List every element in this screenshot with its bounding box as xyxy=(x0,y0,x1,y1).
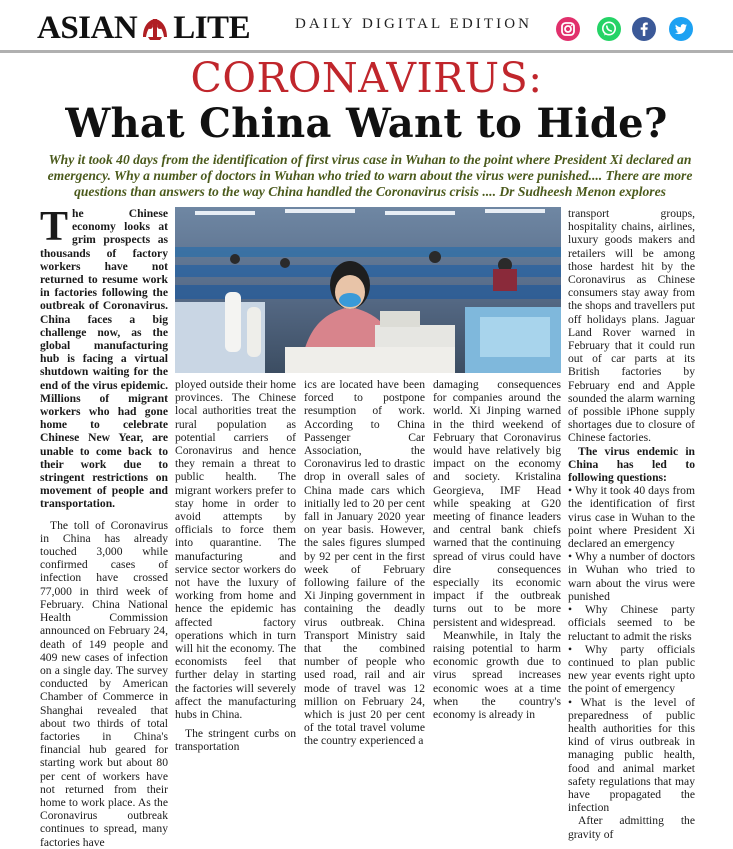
article-column-3 xyxy=(304,378,425,748)
factory-workers-photo xyxy=(175,207,561,373)
question-item: • What is the level of preparedness of public health authorities for this kind of virus outbreak in managing public health, food and animal market safety regulations that may have propagated the infection xyxy=(568,695,695,815)
logo-right-text: LITE xyxy=(173,10,251,46)
question-item: • Why party officials continued to plan public new year events right upto the point of emergency xyxy=(568,642,695,696)
article-column-5 xyxy=(568,207,695,841)
headline-title: What China Want to Hide? xyxy=(65,100,668,147)
questions-heading: The virus endemic in China has led to following questions: xyxy=(568,444,695,485)
question-item: • Why Chinese party officials seemed to be reluctant to admit the risks xyxy=(568,603,695,643)
asian-lite-logo[interactable] xyxy=(37,12,250,44)
body-paragraph: The stringent curbs on transportation xyxy=(175,727,296,754)
body-paragraph: The toll of Coronavirus in China has already touched 3,000 while confirmed cases of infection have crossed 77,000 in third week of February. China National Health Commission announced on February 24, death of 149 people and 409 new cases of infection on a single day. The survey conducted by American Chamber of Commerce in Shanghai revealed that about two thirds of total factories in China's financial hub geared for starting work but about 80 per cent of workers have not returned from their home to work place. As the Coronavirus outbreak continues to spread, many factories have xyxy=(40,518,168,849)
body-paragraph: ployed outside their home provinces. The Chinese local authorities treat the rural population as potential carriers of Coronavirus and hence they remain a threat to public health. The migrant workers prefer to stay home in order to avoid attempts by officials to force them into quarantine. The manufacturing and service sector workers do not have the luxury of working from home and hence the epidemic has affected factory operations which in turn will hit the economy. The economists feel that further delay in starting the factories will severely affect the manufacturing hubs in China. xyxy=(175,378,296,722)
twitter-icon[interactable] xyxy=(669,17,693,41)
drop-cap: T xyxy=(40,204,69,250)
headline-kicker: CORONAVIRUS: xyxy=(190,54,543,102)
article-column-2 xyxy=(175,378,296,754)
facebook-icon[interactable] xyxy=(632,17,656,41)
lion-emblem-icon xyxy=(140,15,170,41)
logo-left-text: ASIAN xyxy=(37,10,138,46)
standfirst: Why it took 40 days from the identification of first virus case in Wuhan to the point where President Xi declared an emergency. Why a number of doctors in Wuhan who tried to warn about the virus were punished.... There are more questions than answers to the way China handled the Coronavirus crisis .... Dr Sudheesh Menon explores xyxy=(47,152,693,199)
masthead-rule xyxy=(0,50,733,53)
question-item: • Why it took 40 days from the identification of first virus case in Wuhan to the point where President Xi declared an emergency xyxy=(568,484,695,551)
body-paragraph: damaging consequences for companies around the world. Xi Jinping warned in the third weekend of February that Coronavirus would have relatively big impact on the economy and society. Kristalina Georgieva, IMF Head while speaking at G20 meeting of finance leaders and central bank chiefs warned that the continuing spread of virus could have dire consequences especially its economic impact if the outbreak turns out to be more persistent and widespread. xyxy=(433,378,561,629)
body-paragraph: ics are located have been forced to postpone resumption of work. According to China Passenger Car Association, the Coronavirus led to drastic drop in overall sales of China made cars which initially led to 20 per cent fall in January 2020 year on year basis. However, the sales figures slumped by 92 per cent in the first week of February following failure of the Xi Jinping government in containing the deadly virus outbreak. China Transport Ministry said that the combined number of people who used road, rail and air mode of travel was 12 million on February 24, which is just 20 per cent of the total travel volume the country experienced a xyxy=(304,378,425,748)
question-item: • Why a number of doctors in Wuhan who tried to warn about the virus were punished xyxy=(568,550,695,603)
article-column-4 xyxy=(433,378,561,721)
body-paragraph: After admitting the gravity of xyxy=(568,814,695,841)
body-paragraph: Meanwhile, in Italy the raising potential to harm economic growth due to virus spread increases economic woes at a time when the country's economy is already in xyxy=(433,628,561,722)
lead-paragraph: he Chinese economy looks at grim prospects as thousands of factory workers have not returned to resume work in factories following the outbreak of Coronavirus. China faces a big challenge now, as the global manufacturing hub is facing a virtual shutdown waiting for the end of the virus epidemic. Millions of migrant workers who had gone home to celebrate Chinese New Year, are unable to come back to their work due to stringent restrictions on movement of people and transportation. xyxy=(40,207,168,511)
instagram-icon[interactable] xyxy=(556,17,580,41)
article-column-1 xyxy=(40,204,168,849)
edition-label: DAILY DIGITAL EDITION xyxy=(295,16,533,32)
masthead xyxy=(0,0,733,50)
whatsapp-icon[interactable] xyxy=(597,17,621,41)
body-paragraph: transport groups, hospitality chains, airlines, luxury goods makers and retailers will be among those hardest hit by the Coronavirus as Chinese consumers stay away from the shops and travellers put off holidays plans. Jaguar Land Rover warned in February that it could run out of car parts at its British factories by February end and Apple sounded the alarm warning of possible iPhone supply shortages due to closure of Chinese factories. xyxy=(568,207,695,445)
